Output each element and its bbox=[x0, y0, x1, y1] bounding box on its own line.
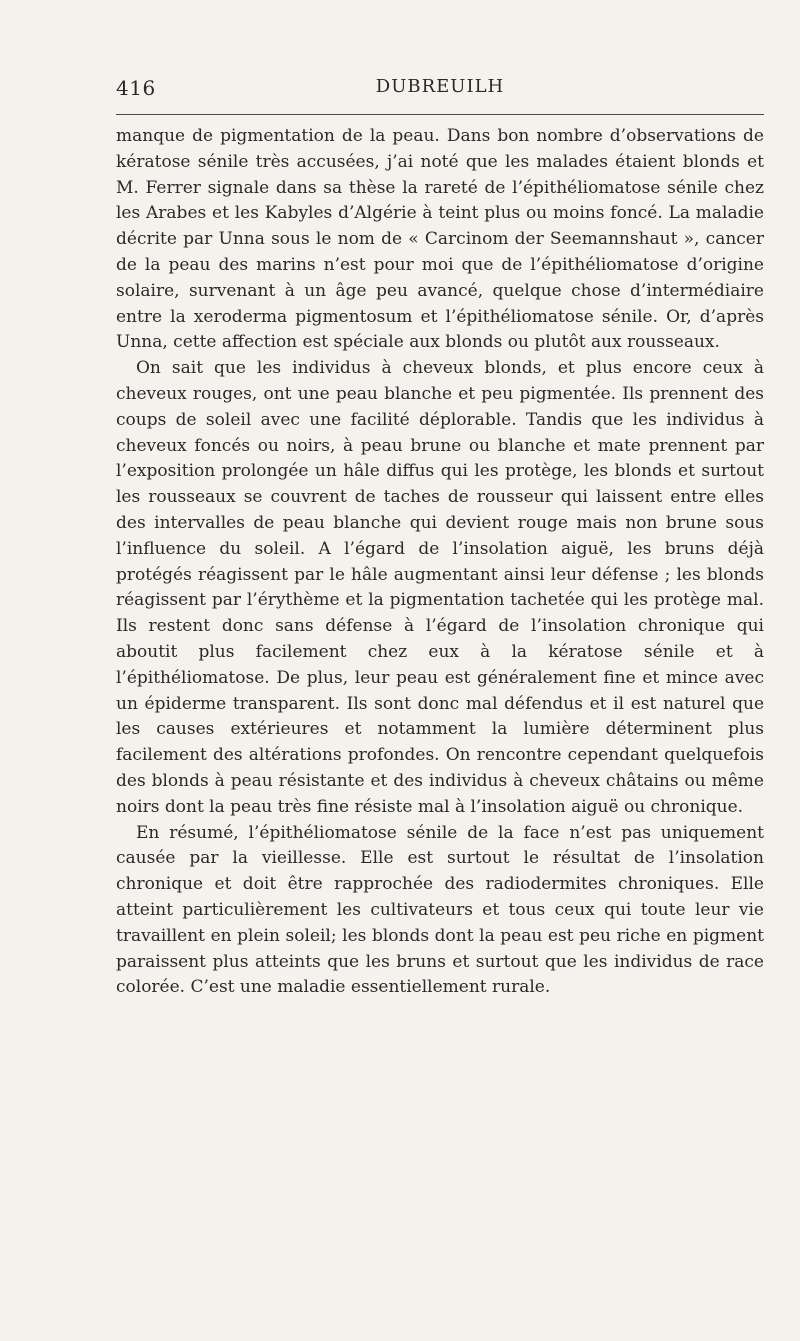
page-header bbox=[116, 76, 764, 106]
paragraph-continuation: manque de pigmentation de la peau. Dans bon nombre d’observations de kératose sénile très accusées, j’ai noté que les malades étaient blonds et M. Ferrer signale dans sa thèse la rareté de l’épithéliomatose sénile chez les Arabes et les Kabyles d’Algérie à teint plus ou moins foncé. La maladie décrite par Unna sous le nom de « Carcinom der Seemannshaut », cancer de la peau des marins n’est pour moi que de l’épithéliomatose d’origine solaire, survenant à un âge peu avancé, quelque chose d’intermédiaire entre la xeroderma pigmentosum et l’épithéliomatose sénile. Or, d’après Unna, cette affection est spéciale aux blonds ou plutôt aux rousseaux. bbox=[116, 126, 764, 353]
header-rule bbox=[116, 114, 764, 115]
body-text bbox=[116, 124, 764, 1001]
paragraph-summary: En résumé, l’épithéliomatose sénile de la face n’est pas uniquement causée par la vieillesse. Elle est surtout le résultat de l’insolation chronique et doit être rapprochée des radiodermites chroniques. Elle atteint particulièrement les cultivateurs et tous ceux qui toute leur vie travaillent en plein soleil; les blonds dont la peau est peu riche en pigment paraissent plus atteints que les bruns et surtout que les individus de race colorée. C’est une maladie essentiellement rurale. bbox=[116, 822, 764, 998]
page-number: 416 bbox=[116, 76, 156, 100]
running-title: DUBREUILH bbox=[375, 76, 505, 97]
paragraph-blond-individuals: On sait que les individus à cheveux blonds, et plus encore ceux à cheveux rouges, ont une peau blanche et peu pigmentée. Ils prennent des coups de soleil avec une facilité déplorable. Tandis que les individus à cheveux foncés ou noirs, à peau brune ou blanche et mate prennent par l’exposition prolongée un hâle diffus qui les protège, les blonds et surtout les rousseaux se couvrent de taches de rousseur qui laissent entre elles des intervalles de peau blanche qui devient rouge mais non brune sous l’influence du soleil. A l’égard de l’insolation aiguë, les bruns déjà protégés réagissent par le hâle augmentant ainsi leur défense ; les blonds réagissent par l’érythème et la pigmentation tachetée qui les protège mal. Ils restent donc sans défense à l’égard de l’insolation chronique qui aboutit plus facilement chez eux à la kératose sénile et à l’épithéliomatose. De plus, leur peau est généralement fine et mince avec un épiderme transparent. Ils sont donc mal défendus et il est naturel que les causes extérieures et notamment la lumière déterminent plus facilement des altérations profondes. On rencontre cependant quelquefois des blonds à peau résistante et des individus à cheveux châtains ou même noirs dont la peau très fine résiste mal à l’insolation aiguë ou chronique. bbox=[116, 358, 764, 817]
